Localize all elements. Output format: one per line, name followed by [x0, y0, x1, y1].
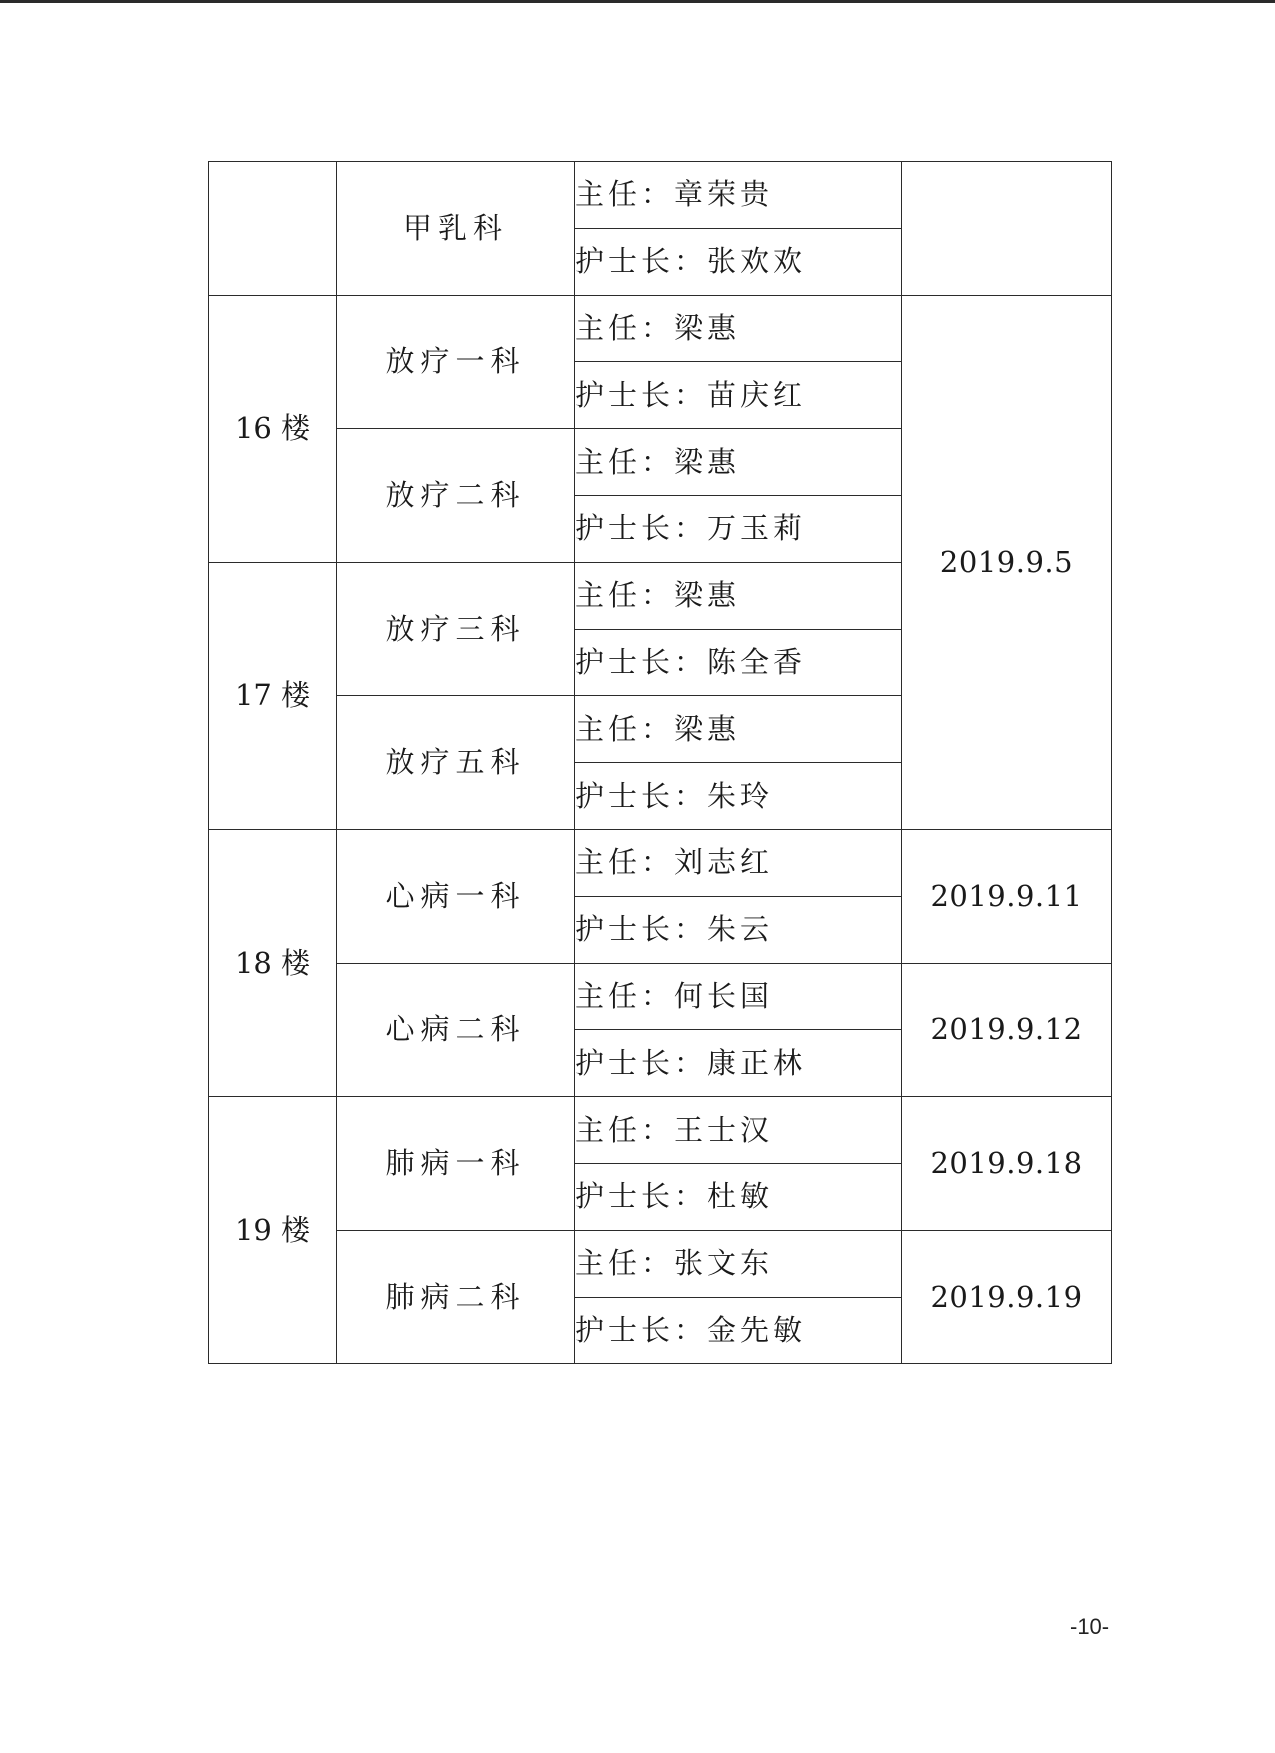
- head-nurse-cell: 护士长：朱云: [575, 896, 902, 963]
- head-nurse-cell: 护士长：万玉莉: [575, 495, 902, 562]
- department-cell: 肺病一科: [337, 1097, 575, 1231]
- head-nurse-cell: 护士长：金先敏: [575, 1297, 902, 1364]
- director-cell: 主任：梁惠: [575, 429, 902, 496]
- director-cell: 主任：刘志红: [575, 829, 902, 896]
- floor-cell: 18 楼: [209, 829, 337, 1096]
- page-number: -10-: [1070, 1614, 1110, 1639]
- department-cell: 心病二科: [337, 963, 575, 1097]
- table-row: [209, 963, 1112, 1030]
- director-cell: 主任：章荣贵: [575, 162, 902, 229]
- head-nurse-cell: 护士长：杜敏: [575, 1163, 902, 1230]
- director-cell: 主任：梁惠: [575, 295, 902, 362]
- table-row: [209, 1097, 1112, 1164]
- table-row: [209, 829, 1112, 896]
- head-nurse-cell: 护士长：苗庆红: [575, 362, 902, 429]
- head-nurse-cell: 护士长：朱玲: [575, 763, 902, 830]
- department-cell: 放疗三科: [337, 562, 575, 696]
- floor-cell: 17 楼: [209, 562, 337, 829]
- scan-top-edge: [0, 0, 1275, 3]
- table-row: [209, 295, 1112, 362]
- department-cell: 放疗一科: [337, 295, 575, 429]
- table-row: [209, 162, 1112, 229]
- department-cell: 心病一科: [337, 829, 575, 963]
- head-nurse-cell: 护士长：张欢欢: [575, 228, 902, 295]
- date-cell: [902, 162, 1112, 296]
- floor-cell: 19 楼: [209, 1097, 337, 1364]
- date-cell: 2019.9.5: [902, 295, 1112, 829]
- director-cell: 主任：张文东: [575, 1230, 902, 1297]
- floor-cell: 16 楼: [209, 295, 337, 562]
- date-cell: 2019.9.11: [902, 829, 1112, 963]
- date-cell: 2019.9.19: [902, 1230, 1112, 1364]
- director-cell: 主任：梁惠: [575, 696, 902, 763]
- head-nurse-cell: 护士长：陈全香: [575, 629, 902, 696]
- department-cell: 放疗二科: [337, 429, 575, 563]
- floor-cell: [209, 162, 337, 296]
- director-cell: 主任：王士汉: [575, 1097, 902, 1164]
- director-cell: 主任：何长国: [575, 963, 902, 1030]
- head-nurse-cell: 护士长：康正林: [575, 1030, 902, 1097]
- date-cell: 2019.9.12: [902, 963, 1112, 1097]
- department-cell: 甲乳科: [337, 162, 575, 296]
- date-cell: 2019.9.18: [902, 1097, 1112, 1231]
- table-row: [209, 1230, 1112, 1297]
- department-cell: 放疗五科: [337, 696, 575, 830]
- director-cell: 主任：梁惠: [575, 562, 902, 629]
- department-schedule-table: [208, 161, 1112, 1364]
- department-cell: 肺病二科: [337, 1230, 575, 1364]
